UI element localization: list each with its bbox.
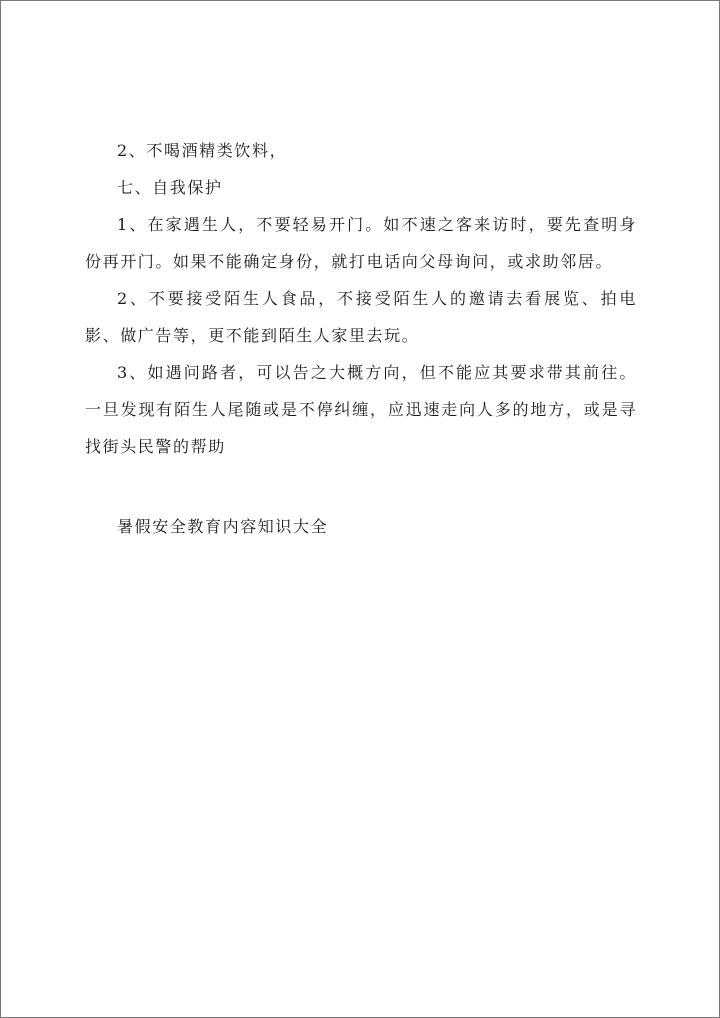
item-asking-directions: 3、如遇问路者，可以告之大概方向，但不能应其要求带其前往。一旦发现有陌生人尾随或是不停纠缠，应迅速走向人多的地方，或是寻找街头民警的帮助 xyxy=(85,363,637,456)
section-heading-self-protection: 七、自我保护 xyxy=(117,178,223,197)
document-footer-title: 暑假安全教育内容知识大全 xyxy=(117,517,329,536)
item-stranger-food-invitations: 2、不要接受陌生人食品，不接受陌生人的邀请去看展览、拍电影、做广告等，更不能到陌生人家里去玩。 xyxy=(85,289,637,345)
item-no-alcohol: 2、不喝酒精类饮料， xyxy=(117,141,288,160)
item-strangers-at-home: 1、在家遇生人，不要轻易开门。如不速之客来访时，要先查明身份再开门。如果不能确定身份，就打电话向父母询问，或求助邻居。 xyxy=(85,215,637,271)
document-body xyxy=(85,132,637,545)
